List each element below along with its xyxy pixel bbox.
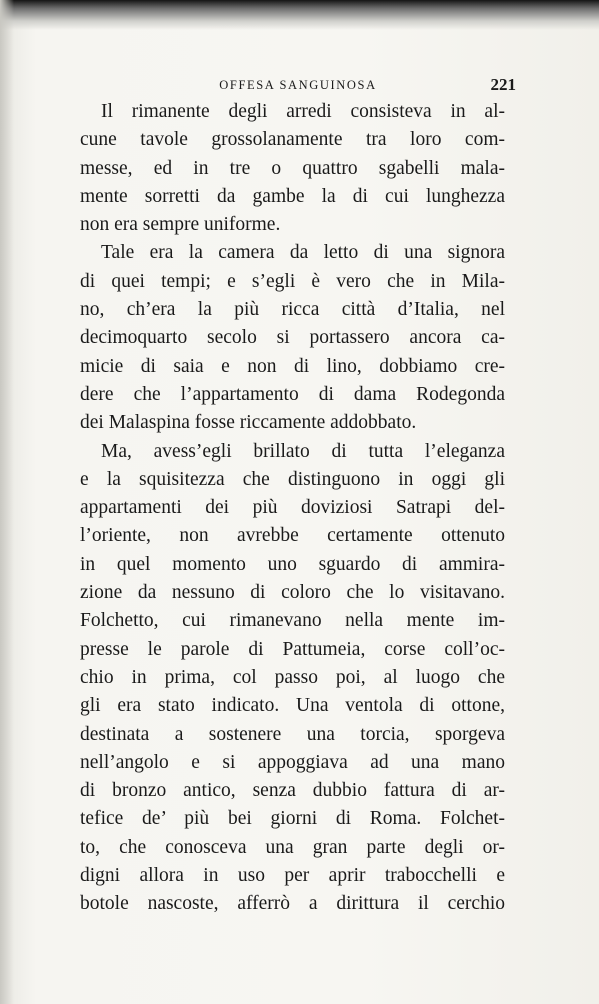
- text-line: tefice de’ più bei giorni di Roma. Folchet-: [80, 808, 505, 830]
- text-line: digni allora in uso per aprir trabocchelli e: [80, 865, 505, 887]
- text-line: in quel momento uno sguardo di ammira-: [80, 553, 505, 575]
- text-line: Il rimanente degli arredi consisteva in al-: [101, 101, 505, 122]
- text-line: di quei tempi; e s’egli è vero che in Mila-: [80, 270, 505, 292]
- text-line: nell’angolo e si appoggiava ad una mano: [80, 751, 505, 773]
- text-line: dei Malaspina fosse riccamente addobbato.: [80, 412, 417, 434]
- text-line: appartamenti dei più doviziosi Satrapi del-: [80, 497, 505, 519]
- text-line: to, che conosceva una gran parte degli or-: [80, 836, 505, 858]
- text-line: di bronzo antico, senza dubbio fattura di ar-: [80, 780, 505, 802]
- text-line: mente sorretti da gambe la di cui lunghezza: [80, 185, 505, 207]
- text-line: non era sempre uniforme.: [80, 214, 281, 236]
- body-text: [80, 98, 505, 919]
- text-line: Tale era la camera da letto di una signora: [101, 242, 505, 264]
- text-line: presse le parole di Pattumeia, corse coll’oc-: [80, 638, 505, 660]
- text-line: zione da nessuno di coloro che lo visitavano.: [80, 582, 505, 604]
- text-line: destinata a sostenere una torcia, sporgeva: [80, 723, 505, 745]
- text-line: l’oriente, non avrebbe certamente ottenuto: [80, 525, 505, 547]
- text-line: gli era stato indicato. Una ventola di ottone,: [80, 695, 505, 717]
- page-header: [80, 75, 516, 98]
- text-line: cune tavole grossolanamente tra loro com-: [80, 129, 505, 151]
- text-line: decimoquarto secolo si portassero ancora ca-: [80, 327, 505, 349]
- text-line: chio in prima, col passo poi, al luogo che: [80, 666, 505, 688]
- text-line: messe, ed in tre o quattro sgabelli mala-: [80, 157, 505, 179]
- text-line: Ma, avess’egli brillato di tutta l’eleganza: [101, 440, 505, 462]
- text-line: dere che l’appartamento di dama Rodegonda: [80, 383, 505, 405]
- page-number: 221: [490, 75, 516, 94]
- text-line: micie di saia e non di lino, dobbiamo cre-: [80, 355, 505, 377]
- text-line: no, ch’era la più ricca città d’Italia, nel: [80, 299, 505, 321]
- page-top-shadow: [0, 0, 599, 30]
- running-title: OFFESA SANGUINOSA: [219, 78, 377, 92]
- page-left-shadow: [0, 0, 14, 1004]
- text-line: Folchetto, cui rimanevano nella mente im-: [80, 610, 505, 632]
- text-line: botole nascoste, afferrò a dirittura il cerchio: [80, 893, 505, 915]
- text-line: e la squisitezza che distinguono in oggi gli: [80, 468, 505, 490]
